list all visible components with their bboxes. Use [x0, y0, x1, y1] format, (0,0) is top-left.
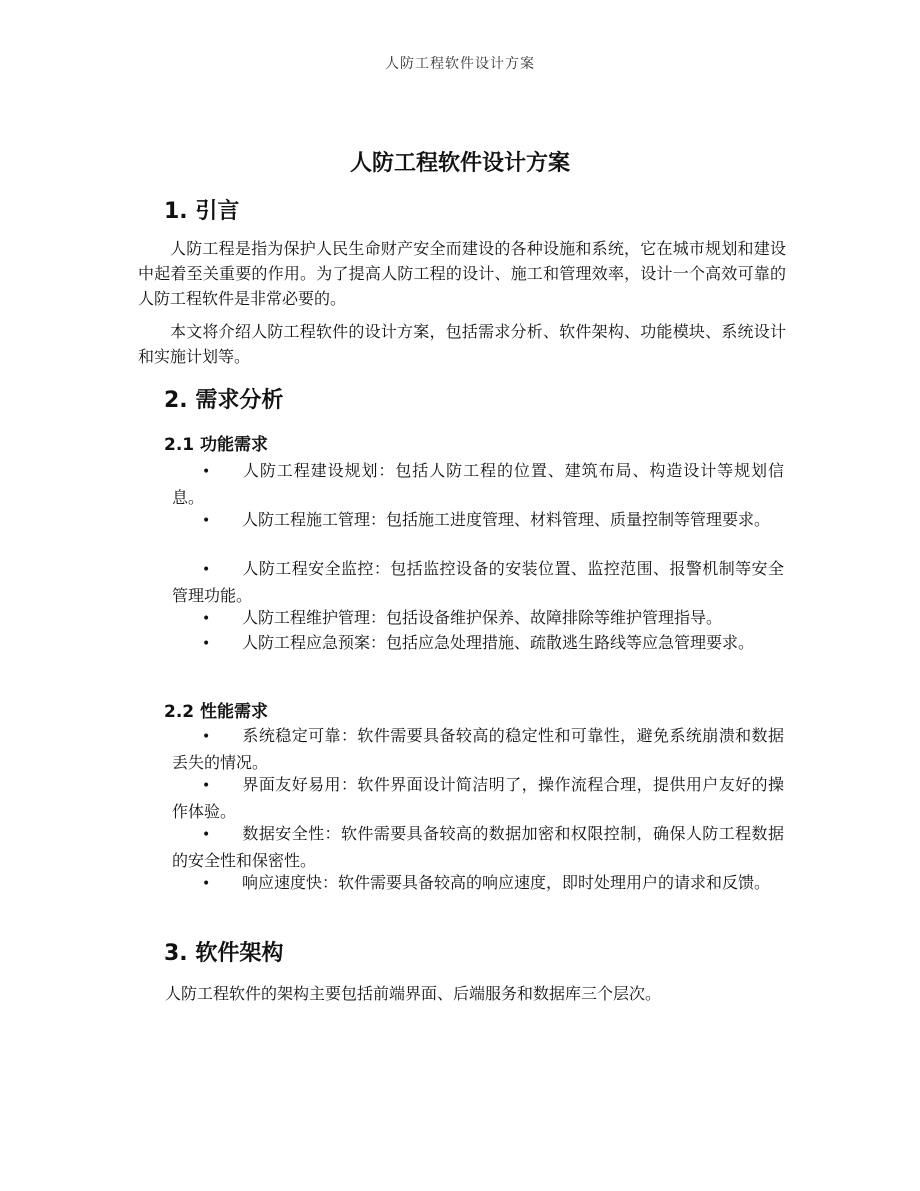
section-2-heading: 2. 需求分析: [164, 388, 284, 413]
bullet-icon: •: [202, 636, 211, 652]
list-item-text: 数据安全性：软件需要具备较高的数据加密和权限控制，确保人防工程数据的安全性和保密性。: [172, 824, 784, 870]
list-item: [172, 556, 784, 608]
list-item: [172, 772, 784, 824]
list-item-text: 人防工程安全监控：包括监控设备的安装位置、监控范围、报警机制等安全管理功能。: [172, 559, 784, 605]
list-item: [172, 630, 784, 657]
section-1-paragraph-1: 人防工程是指为保护人民生命财产安全而建设的各种设施和系统，它在城市规划和建设中起着至关重要的作用。为了提高人防工程的设计、施工和管理效率，设计一个高效可靠的人防工程软件是非常必要的。: [138, 239, 786, 308]
bullet-icon: •: [202, 876, 211, 892]
document-title: 人防工程软件设计方案: [349, 150, 570, 176]
subsection-2-1-heading: 2.1 功能需求: [164, 435, 269, 455]
section-1-paragraph-2: 本文将介绍人防工程软件的设计方案，包括需求分析、软件架构、功能模块、系统设计和实施计划等。: [138, 322, 786, 366]
subsection-2-2-heading: 2.2 性能需求: [164, 702, 269, 722]
list-item: [172, 723, 784, 775]
bullet-icon: •: [202, 827, 211, 843]
bullet-icon: •: [202, 778, 211, 794]
list-item: [172, 458, 784, 510]
list-item-text: 响应速度快：软件需要具备较高的响应速度，即时处理用户的请求和反馈。: [242, 873, 771, 892]
list-item-text: 人防工程应急预案：包括应急处理措施、疏散逃生路线等应急管理要求。: [242, 633, 755, 652]
bullet-icon: •: [202, 611, 211, 627]
section-3-heading: 3. 软件架构: [164, 941, 284, 966]
bullet-icon: •: [202, 513, 211, 529]
list-item: [172, 821, 784, 873]
bullet-icon: •: [202, 729, 211, 745]
list-item-text: 人防工程维护管理：包括设备维护保养、故障排除等维护管理指导。: [242, 608, 723, 627]
list-item-text: 人防工程建设规划：包括人防工程的位置、建筑布局、构造设计等规划信息。: [172, 461, 784, 507]
list-item: [172, 870, 784, 897]
list-item: [172, 507, 784, 534]
section-3-paragraph: 人防工程软件的架构主要包括前端界面、后端服务和数据库三个层次。: [165, 984, 662, 1003]
running-header: 人防工程软件设计方案: [385, 56, 535, 72]
section-1-heading: 1. 引言: [164, 199, 240, 224]
bullet-icon: •: [202, 464, 211, 480]
list-item-text: 界面友好易用：软件界面设计简洁明了，操作流程合理，提供用户友好的操作体验。: [172, 775, 784, 821]
list-item: [172, 605, 784, 632]
list-item-text: 系统稳定可靠：软件需要具备较高的稳定性和可靠性，避免系统崩溃和数据丢失的情况。: [172, 726, 784, 772]
list-item-text: 人防工程施工管理：包括施工进度管理、材料管理、质量控制等管理要求。: [242, 510, 771, 529]
bullet-icon: •: [202, 562, 211, 578]
